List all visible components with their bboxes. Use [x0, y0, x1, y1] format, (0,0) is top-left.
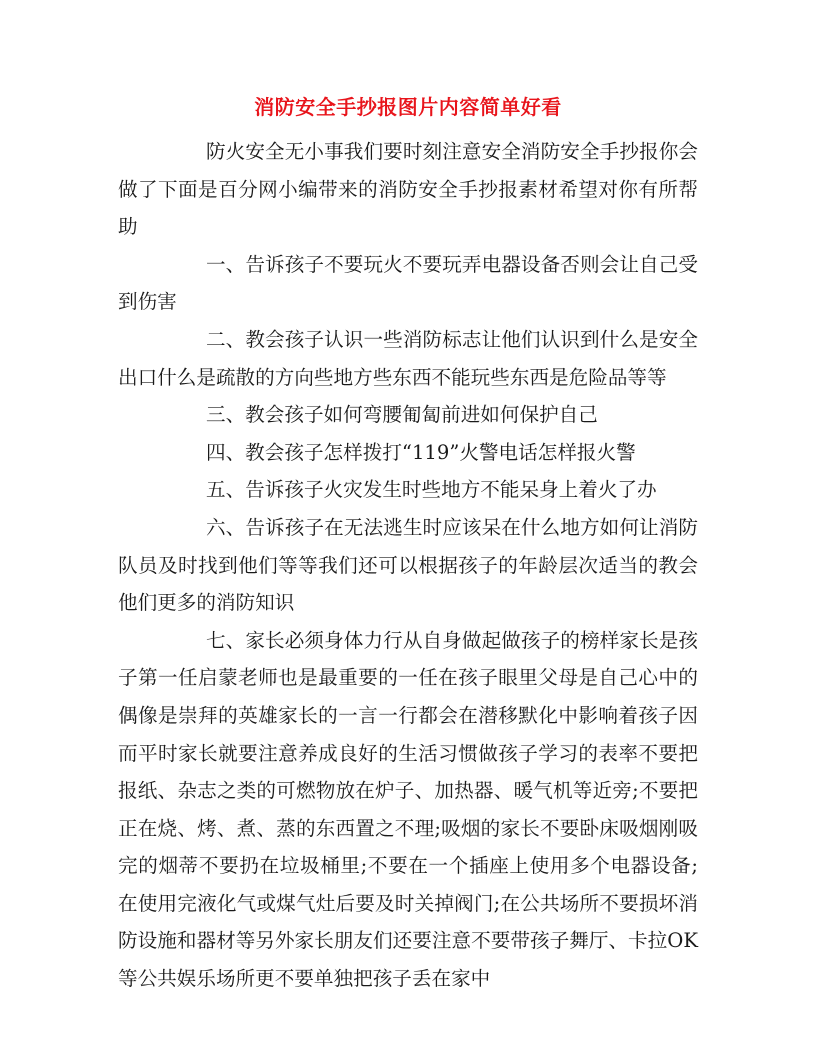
paragraph-1: 一、告诉孩子不要玩火不要玩弄电器设备否则会让自己受到伤害 [118, 252, 698, 314]
paragraph-7: 七、家长必须身体力行从自身做起做孩子的榜样家长是孩子第一任启蒙老师也是最重要的一任在孩子眼里父母是自己心中的偶像是崇拜的英雄家长的一言一行都会在潜移默化中影响着孩子因而平时家长就要注意养成良好的生活习惯做孩子学习的表率不要把报纸、杂志之类的可燃物放在炉子、加热器、暖气机等近旁;不要把正在烧、烤、煮、蒸的东西置之不理;吸烟的家长不要卧床吸烟刚吸完的烟蒂不要扔在垃圾桶里;不要在一个插座上使用多个电器设备;在使用完液化气或煤气灶后要及时关掉阀门;在公共场所不要损坏消防设施和器材等另外家长朋友们还要注意不要带孩子舞厅、卡拉OK等公共娱乐场所更不要单独把孩子丢在家中 [118, 628, 698, 991]
paragraph-2: 二、教会孩子认识一些消防标志让他们认识到什么是安全出口什么是疏散的方向些地方些东西不能玩些东西是危险品等等 [118, 327, 698, 389]
paragraph-6: 六、告诉孩子在无法逃生时应该呆在什么地方如何让消防队员及时找到他们等等我们还可以根据孩子的年龄层次适当的教会他们更多的消防知识 [118, 515, 698, 615]
document-body [118, 133, 698, 998]
document-title: 消防安全手抄报图片内容简单好看 [254, 95, 562, 119]
paragraph-4: 四、教会孩子怎样拨打“119”火警电话怎样报火警 [206, 440, 636, 464]
paragraph-5: 五、告诉孩子火灾发生时些地方不能呆身上着火了办 [206, 478, 657, 502]
paragraph-3: 三、教会孩子如何弯腰匍匐前进如何保护自己 [206, 403, 598, 427]
paragraph-intro: 防火安全无小事我们要时刻注意安全消防安全手抄报你会做了下面是百分网小编带来的消防安全手抄报素材希望对你有所帮助 [118, 140, 698, 239]
